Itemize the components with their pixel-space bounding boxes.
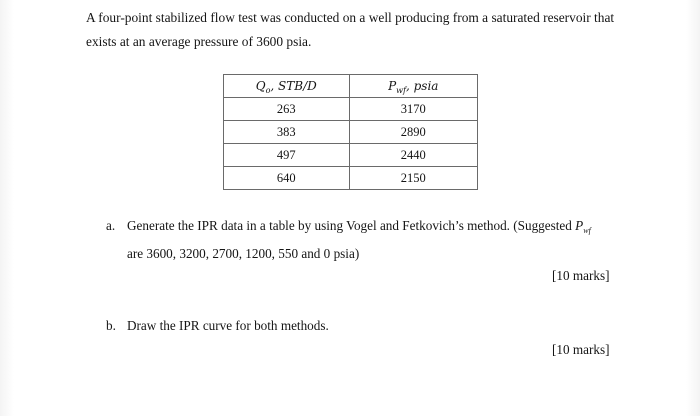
cell-pressure: 2890 (349, 121, 477, 144)
cell-flow-rate: 497 (224, 144, 350, 167)
table-row (224, 167, 478, 190)
question-a-marks: [10 marks] (552, 268, 610, 283)
question-a-text (127, 214, 647, 266)
problem-statement (86, 6, 646, 54)
table-row (224, 98, 478, 121)
cell-pressure: 2440 (349, 144, 477, 167)
cell-flow-rate: 640 (224, 167, 350, 190)
question-a-line-1: Generate the IPR data in a table by using Vogel and Fetkovich’s method. (Suggested $P_{wf}$ (127, 218, 591, 235)
header-flowing-pressure: $P_{wf}$, psia (349, 75, 477, 98)
question-b-text: Draw the IPR curve for both methods. (127, 318, 329, 333)
flow-test-table (223, 74, 478, 190)
table-row (224, 144, 478, 167)
cell-pressure: 3170 (349, 98, 477, 121)
question-b-letter: b. (106, 318, 116, 333)
question-a-letter: a. (106, 218, 116, 233)
table-header-row (224, 75, 478, 98)
table-row (224, 121, 478, 144)
header-flow-rate: $Q_o$, STB/D (224, 75, 350, 98)
cell-flow-rate: 263 (224, 98, 350, 121)
cell-pressure: 2150 (349, 167, 477, 190)
question-b-marks: [10 marks] (552, 342, 610, 357)
cell-flow-rate: 383 (224, 121, 350, 144)
intro-line-2: exists at an average pressure of 3600 psia. (86, 34, 312, 49)
intro-line-1: A four-point stabilized flow test was conducted on a well producing from a saturated reservoir that (86, 10, 615, 25)
question-a-line-2: are 3600, 3200, 2700, 1200, 550 and 0 psia) (127, 246, 360, 261)
